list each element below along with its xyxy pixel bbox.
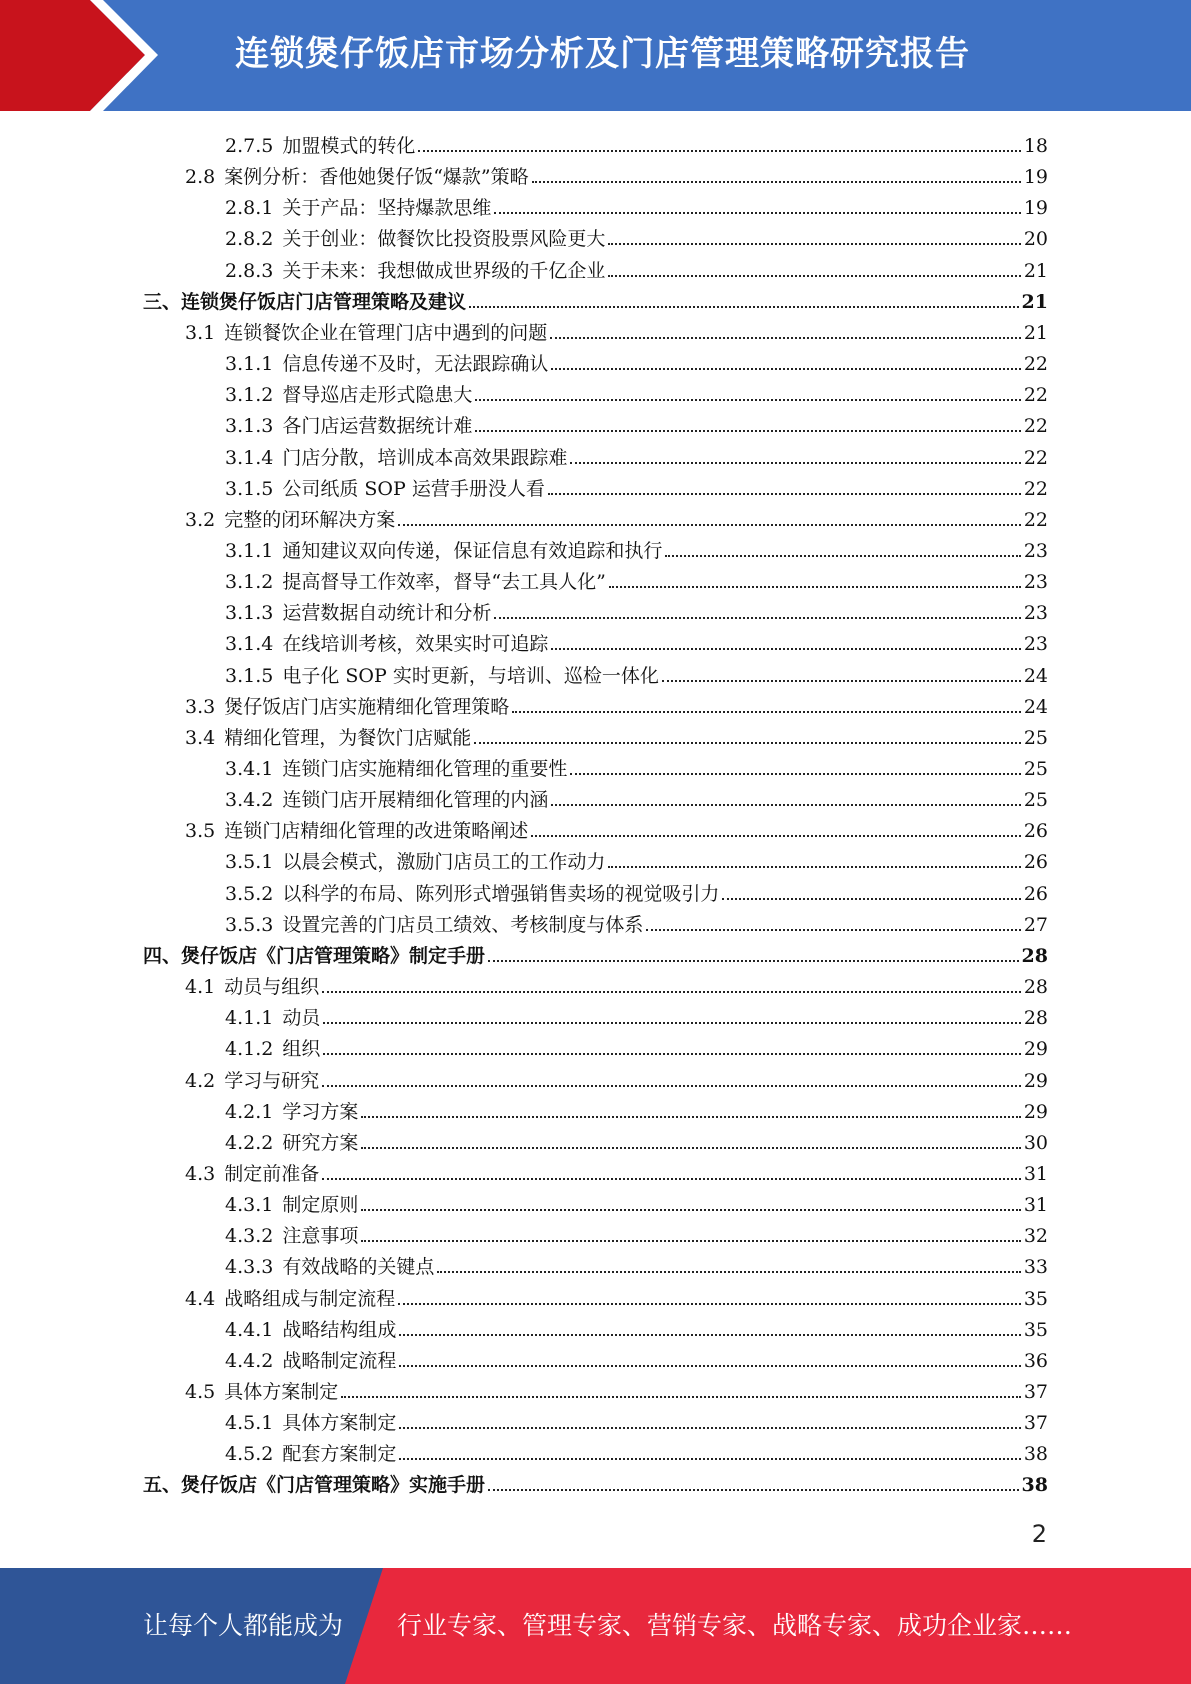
toc-dot-leader <box>418 149 1020 152</box>
toc-entry-title: 研究方案 <box>282 1131 359 1154</box>
toc-dot-leader <box>361 1208 1020 1211</box>
toc-entry-title: 制定原则 <box>282 1194 359 1217</box>
toc-entry-page: 18 <box>1023 135 1048 157</box>
toc-entry[interactable] <box>185 314 1048 345</box>
toc-entry-page: 21 <box>1021 290 1048 313</box>
toc-dot-leader <box>570 772 1020 775</box>
toc-dot-leader <box>341 1395 1021 1398</box>
toc-entry-number: 3.1.1 <box>225 539 274 562</box>
toc-dot-leader <box>361 1239 1020 1242</box>
toc-entry-number: 4.1 <box>185 976 216 999</box>
toc-dot-leader <box>494 211 1020 214</box>
toc-entry-page: 38 <box>1023 1443 1048 1466</box>
toc-entry-number: 3.5.1 <box>225 851 274 874</box>
toc-entry-title: 三、连锁煲仔饭店门店管理策略及建议 <box>143 290 467 313</box>
toc-entry-number: 3.1.4 <box>225 633 274 656</box>
toc-entry-number: 3.5.2 <box>225 882 274 905</box>
toc-entry-page: 26 <box>1023 820 1048 843</box>
toc-entry-number: 3.1.1 <box>225 353 274 376</box>
toc-entry-title: 连锁门店实施精细化管理的重要性 <box>282 758 568 780</box>
toc-entry-number: 4.2 <box>185 1069 216 1092</box>
toc-entry-title: 有效战略的关键点 <box>282 1256 435 1279</box>
toc-entry-page: 24 <box>1023 664 1048 687</box>
toc-dot-leader <box>469 305 1019 308</box>
toc-entry-number: 4.3.2 <box>225 1225 274 1248</box>
toc-entry-title: 公司纸质 SOP 运营手册没人看 <box>282 477 545 500</box>
toc-dot-leader <box>665 554 1020 557</box>
toc-dot-leader <box>494 616 1020 619</box>
toc-entry[interactable] <box>225 1435 1048 1466</box>
toc-entry-title: 学习方案 <box>282 1100 359 1123</box>
toc-entry-page: 24 <box>1023 695 1048 718</box>
toc-entry[interactable] <box>225 875 1048 906</box>
toc-entry[interactable] <box>225 594 1048 625</box>
toc-entry-page: 28 <box>1023 976 1048 999</box>
toc-entry-title: 运营数据自动统计和分析 <box>282 602 492 625</box>
footer-slogan-right: 行业专家、管理专家、营销专家、战略专家、成功企业家…… <box>397 1611 1073 1640</box>
toc-entry[interactable] <box>225 781 1048 812</box>
toc-entry-page: 23 <box>1023 571 1048 594</box>
toc-entry-number: 3.1.2 <box>225 571 274 594</box>
toc-entry[interactable] <box>225 407 1048 438</box>
toc-entry-title: 门店分散，培训成本高效果跟踪难 <box>282 446 568 469</box>
toc-entry[interactable] <box>225 532 1048 563</box>
toc-entry[interactable] <box>225 1030 1048 1061</box>
toc-entry[interactable] <box>225 470 1048 501</box>
toc-entry-number: 4.4.2 <box>225 1349 274 1372</box>
toc-entry-number: 4.3 <box>185 1162 216 1185</box>
toc-entry-number: 3.1.2 <box>225 384 274 407</box>
toc-entry-title: 战略结构组成 <box>282 1318 397 1341</box>
toc-entry-page: 22 <box>1023 415 1048 438</box>
toc-entry-page: 25 <box>1023 726 1048 749</box>
toc-entry-page: 29 <box>1023 1038 1048 1061</box>
toc-entry-title: 制定前准备 <box>224 1162 320 1185</box>
toc-entry[interactable] <box>225 127 1048 158</box>
toc-entry-page: 37 <box>1023 1381 1048 1403</box>
toc-entry-page: 19 <box>1023 197 1048 220</box>
toc-entry[interactable] <box>225 563 1048 594</box>
toc-entry-page: 29 <box>1023 1069 1048 1092</box>
toc-dot-leader <box>551 367 1020 370</box>
toc-entry-title: 以晨会模式，激励门店员工的工作动力 <box>282 851 606 874</box>
page-footer <box>0 1568 1191 1684</box>
toc-entry[interactable] <box>143 1466 1048 1497</box>
toc-dot-leader <box>322 1177 1021 1180</box>
toc-dot-leader <box>512 710 1021 713</box>
toc-dot-leader <box>322 1084 1021 1087</box>
toc-dot-leader <box>608 865 1020 868</box>
toc-entry[interactable] <box>225 189 1048 220</box>
toc-entry[interactable] <box>185 158 1048 189</box>
toc-entry-page: 22 <box>1023 477 1048 500</box>
toc-entry-title: 各门店运营数据统计难 <box>282 415 473 438</box>
toc-dot-leader <box>399 1426 1020 1429</box>
toc-entry-number: 4.1.1 <box>225 1007 274 1030</box>
toc-entry-number: 2.8 <box>185 166 216 189</box>
toc-dot-leader <box>399 1457 1020 1460</box>
toc-entry-page: 25 <box>1023 758 1048 780</box>
toc-entry-page: 30 <box>1023 1131 1048 1154</box>
toc-entry[interactable] <box>143 937 1048 968</box>
toc-entry-page: 33 <box>1023 1256 1048 1279</box>
toc-dot-leader <box>361 1115 1020 1118</box>
toc-entry[interactable] <box>185 968 1048 999</box>
toc-entry-page: 22 <box>1023 446 1048 469</box>
toc-entry[interactable] <box>185 501 1048 532</box>
toc-entry-title: 连锁门店精细化管理的改进策略阐述 <box>224 820 529 843</box>
toc-dot-leader <box>398 1302 1021 1305</box>
toc-dot-leader <box>550 336 1021 339</box>
toc-entry-number: 2.7.5 <box>225 135 274 157</box>
toc-dot-leader <box>609 585 1021 588</box>
toc-entry-page: 28 <box>1021 944 1048 967</box>
toc-dot-leader <box>323 1052 1020 1055</box>
toc-entry[interactable] <box>225 345 1048 376</box>
toc-entry[interactable] <box>225 252 1048 283</box>
toc-entry[interactable] <box>225 625 1048 656</box>
toc-entry-page: 31 <box>1023 1162 1048 1185</box>
toc-entry-title: 关于产品：坚持爆款思维 <box>282 197 492 220</box>
toc-entry-title: 动员 <box>282 1007 321 1030</box>
toc-entry-page: 31 <box>1023 1194 1048 1217</box>
toc-entry-title: 连锁餐饮企业在管理门店中遇到的问题 <box>224 321 548 344</box>
toc-entry[interactable] <box>225 1248 1048 1279</box>
toc-entry[interactable] <box>225 999 1048 1030</box>
toc-entry-page: 21 <box>1023 321 1048 344</box>
toc-dot-leader <box>551 803 1020 806</box>
toc-entry-title: 学习与研究 <box>224 1069 320 1092</box>
toc-entry-title: 战略制定流程 <box>282 1349 397 1372</box>
toc-entry-page: 19 <box>1023 166 1048 189</box>
page-number: 2 <box>1031 1520 1047 1548</box>
toc-entry-title: 通知建议双向传递，保证信息有效追踪和执行 <box>282 539 663 562</box>
toc-dot-leader <box>361 1146 1020 1149</box>
toc-entry-title: 精细化管理，为餐饮门店赋能 <box>224 726 472 749</box>
toc-entry-title: 四、煲仔饭店《门店管理策略》制定手册 <box>143 944 486 967</box>
toc-entry-page: 22 <box>1023 384 1048 407</box>
page-header <box>0 0 1191 111</box>
toc-entry-title: 五、煲仔饭店《门店管理策略》实施手册 <box>143 1474 486 1497</box>
toc-entry-title: 组织 <box>282 1038 321 1061</box>
toc-entry-page: 23 <box>1023 602 1048 625</box>
toc-entry-title: 提高督导工作效率，督导“去工具人化” <box>282 571 606 594</box>
toc-entry[interactable] <box>185 1280 1048 1311</box>
toc-dot-leader <box>474 741 1021 744</box>
toc-entry[interactable] <box>225 906 1048 937</box>
toc-entry-title: 电子化 SOP 实时更新，与培训、巡检一体化 <box>282 664 659 687</box>
toc-entry-title: 加盟模式的转化 <box>282 135 416 157</box>
toc-entry-page: 25 <box>1023 789 1048 812</box>
toc-entry[interactable] <box>143 283 1048 314</box>
toc-entry[interactable] <box>185 719 1048 750</box>
toc-entry-title: 完整的闭环解决方案 <box>224 508 396 531</box>
toc-entry-page: 27 <box>1023 913 1048 936</box>
toc-entry-number: 4.5 <box>185 1381 216 1403</box>
toc-entry[interactable] <box>225 1186 1048 1217</box>
toc-dot-leader <box>322 990 1021 993</box>
toc-dot-leader <box>646 928 1020 931</box>
toc-entry-number: 3.1.5 <box>225 477 274 500</box>
toc-entry[interactable] <box>225 1124 1048 1155</box>
toc-entry-page: 23 <box>1023 539 1048 562</box>
toc-entry-page: 35 <box>1023 1318 1048 1341</box>
footer-slogan-left: 让每个人都能成为 <box>143 1611 344 1640</box>
toc-entry-number: 4.5.1 <box>225 1412 274 1435</box>
toc-entry-number: 4.5.2 <box>225 1443 274 1466</box>
toc-entry[interactable] <box>225 843 1048 874</box>
toc-entry-number: 4.1.2 <box>225 1038 274 1061</box>
toc-dot-leader <box>608 274 1020 277</box>
toc-entry[interactable] <box>225 1217 1048 1248</box>
toc-entry-number: 2.8.3 <box>225 259 274 282</box>
toc-entry-page: 23 <box>1023 633 1048 656</box>
toc-entry[interactable] <box>225 1404 1048 1435</box>
toc-entry[interactable] <box>225 1093 1048 1124</box>
toc-dot-leader <box>475 398 1020 401</box>
toc-entry[interactable] <box>225 750 1048 781</box>
toc-entry[interactable] <box>185 688 1048 719</box>
toc-dot-leader <box>532 180 1021 183</box>
toc-entry-number: 4.2.1 <box>225 1100 274 1123</box>
toc-entry-number: 3.1.4 <box>225 446 274 469</box>
toc-entry-page: 36 <box>1023 1349 1048 1372</box>
toc-entry-title: 煲仔饭店门店实施精细化管理策略 <box>224 695 510 718</box>
toc-entry[interactable] <box>185 1373 1048 1404</box>
toc-entry-number: 3.1.3 <box>225 602 274 625</box>
toc-entry[interactable] <box>225 439 1048 470</box>
toc-entry-number: 3.5.3 <box>225 913 274 936</box>
toc-entry-page: 28 <box>1023 1007 1048 1030</box>
toc-entry-page: 20 <box>1023 228 1048 251</box>
toc-dot-leader <box>548 492 1021 495</box>
toc-entry-number: 4.3.3 <box>225 1256 274 1279</box>
toc-entry-title: 战略组成与制定流程 <box>224 1287 396 1310</box>
toc-entry-title: 信息传递不及时，无法跟踪确认 <box>282 353 549 376</box>
toc-entry-number: 4.2.2 <box>225 1131 274 1154</box>
toc-dot-leader <box>662 679 1021 682</box>
toc-entry-title: 督导巡店走形式隐患大 <box>282 384 473 407</box>
toc-entry-page: 32 <box>1023 1225 1048 1248</box>
toc-entry[interactable] <box>225 1342 1048 1373</box>
toc-entry-page: 29 <box>1023 1100 1048 1123</box>
toc-dot-leader <box>399 1364 1020 1367</box>
toc-entry[interactable] <box>225 657 1048 688</box>
toc-entry-number: 3.4 <box>185 726 216 749</box>
toc-entry-title: 案例分析：香他她煲仔饭“爆款”策略 <box>224 166 529 189</box>
toc-entry-number: 4.4 <box>185 1287 216 1310</box>
toc-dot-leader <box>722 897 1020 900</box>
toc-entry[interactable] <box>185 812 1048 843</box>
toc-entry-page: 26 <box>1023 851 1048 874</box>
toc-entry-page: 35 <box>1023 1287 1048 1310</box>
toc-entry-page: 26 <box>1023 882 1048 905</box>
toc-dot-leader <box>475 429 1020 432</box>
toc-entry-page: 21 <box>1023 259 1048 282</box>
toc-entry-title: 连锁门店开展精细化管理的内涵 <box>282 789 549 812</box>
toc-entry-title: 以科学的布局、陈列形式增强销售卖场的视觉吸引力 <box>282 882 720 905</box>
toc-entry-number: 3.3 <box>185 695 216 718</box>
toc-entry-number: 4.4.1 <box>225 1318 274 1341</box>
toc-dot-leader <box>399 1333 1020 1336</box>
toc-dot-leader <box>437 1270 1020 1273</box>
toc-entry-number: 3.5 <box>185 820 216 843</box>
toc-entry-number: 3.4.1 <box>225 758 274 780</box>
toc-entry-title: 动员与组织 <box>224 976 320 999</box>
toc-dot-leader <box>488 1488 1019 1491</box>
toc-entry-title: 具体方案制定 <box>224 1381 339 1403</box>
toc-entry-page: 22 <box>1023 508 1048 531</box>
toc-dot-leader <box>398 523 1021 526</box>
toc-dot-leader <box>551 647 1020 650</box>
document-title: 连锁煲仔饭店市场分析及门店管理策略研究报告 <box>235 34 970 74</box>
toc-entry-title: 注意事项 <box>282 1225 359 1248</box>
toc-entry-number: 3.4.2 <box>225 789 274 812</box>
toc-entry-number: 3.1.3 <box>225 415 274 438</box>
toc-entry-title: 关于未来：我想做成世界级的千亿企业 <box>282 259 606 282</box>
toc-entry[interactable] <box>225 220 1048 251</box>
toc-entry-number: 2.8.2 <box>225 228 274 251</box>
toc-entry-number: 3.2 <box>185 508 216 531</box>
toc-entry[interactable] <box>225 1311 1048 1342</box>
toc-dot-leader <box>323 1021 1020 1024</box>
toc-entry[interactable] <box>225 376 1048 407</box>
toc-entry[interactable] <box>185 1062 1048 1093</box>
toc-entry-page: 38 <box>1021 1474 1048 1497</box>
toc-dot-leader <box>488 959 1019 962</box>
toc-entry-title: 具体方案制定 <box>282 1412 397 1435</box>
toc-entry-page: 37 <box>1023 1412 1048 1435</box>
toc-entry-number: 3.1 <box>185 321 216 344</box>
toc-entry-title: 在线培训考核，效果实时可追踪 <box>282 633 549 656</box>
toc-dot-leader <box>531 834 1021 837</box>
toc-dot-leader <box>570 461 1020 464</box>
toc-entry-number: 4.3.1 <box>225 1194 274 1217</box>
toc-entry-number: 2.8.1 <box>225 197 274 220</box>
toc-entry-title: 关于创业：做餐饮比投资股票风险更大 <box>282 228 606 251</box>
toc-entry-page: 22 <box>1023 353 1048 376</box>
toc-entry-number: 3.1.5 <box>225 664 274 687</box>
toc-entry-title: 配套方案制定 <box>282 1443 397 1466</box>
toc-dot-leader <box>608 242 1020 245</box>
toc-entry-title: 设置完善的门店员工绩效、考核制度与体系 <box>282 913 644 936</box>
toc-entry[interactable] <box>185 1155 1048 1186</box>
